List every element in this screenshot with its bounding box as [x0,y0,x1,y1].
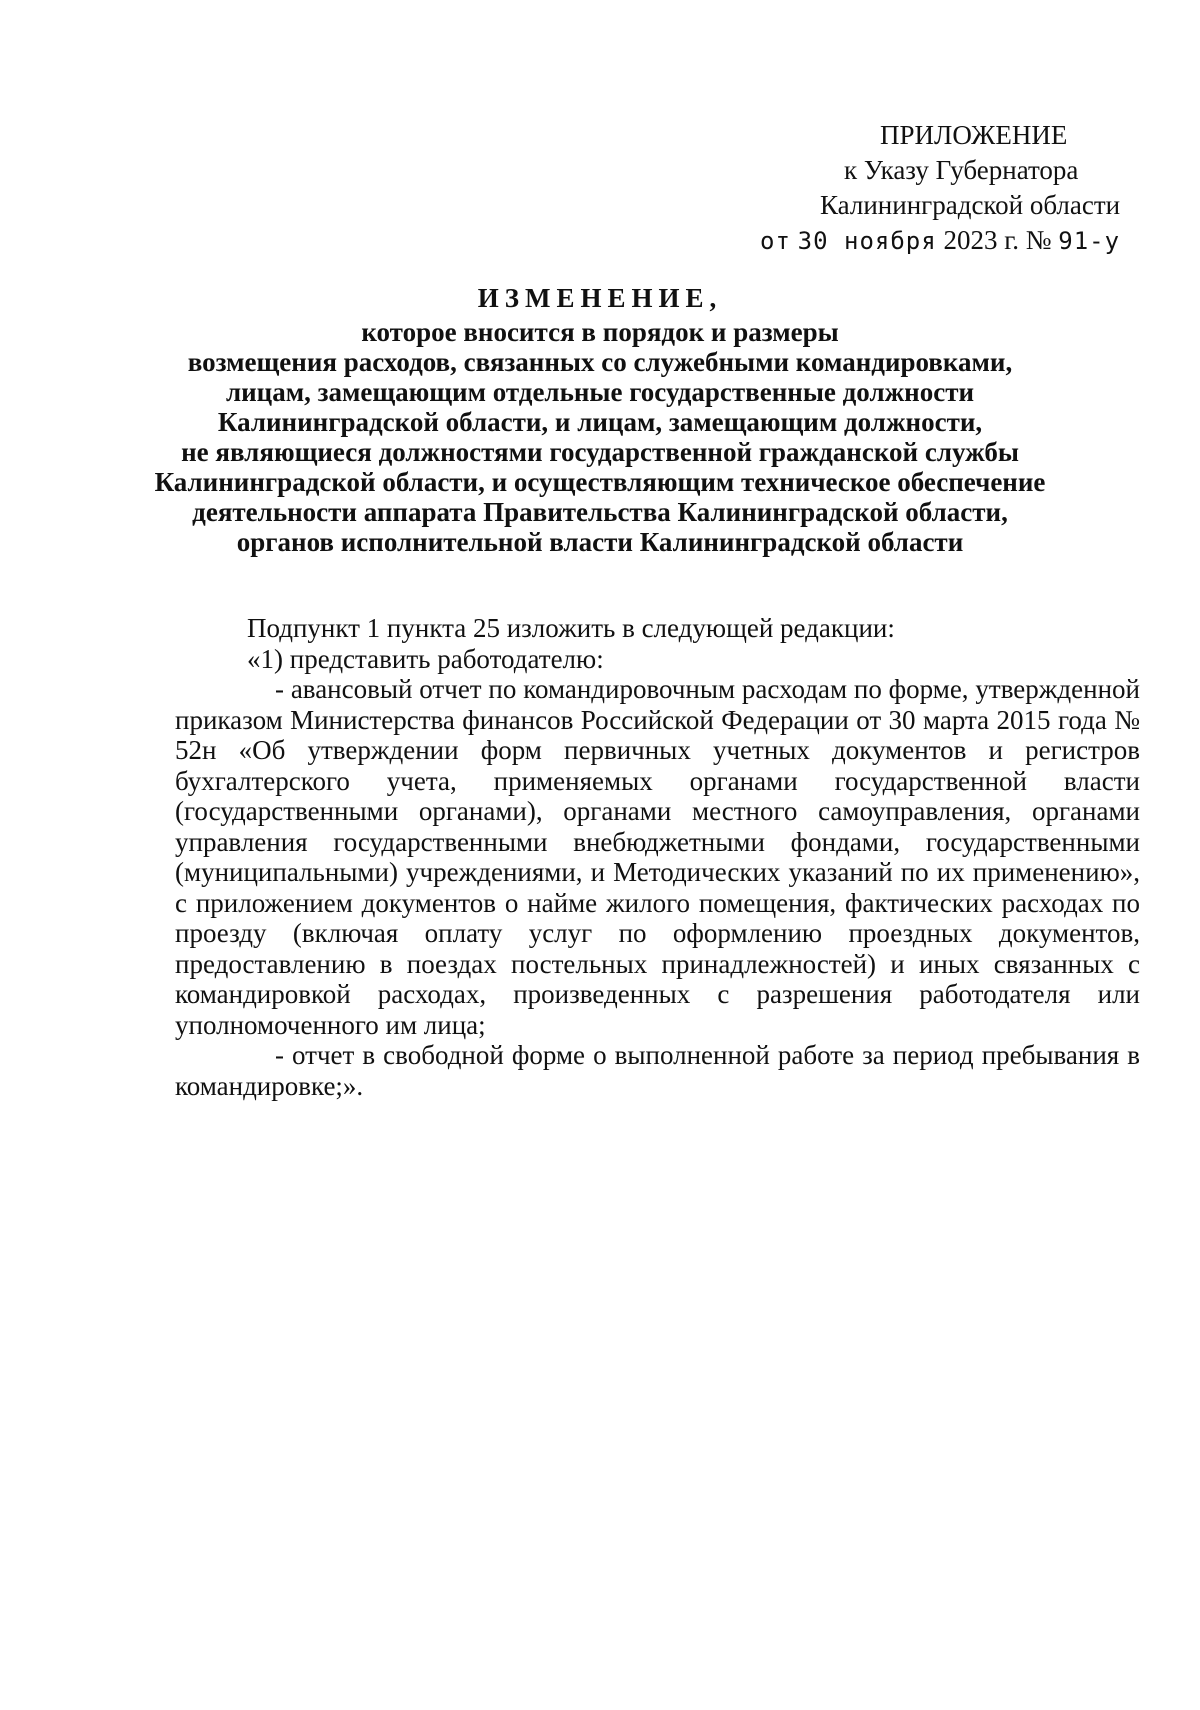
title-line: лицам, замещающим отдельные государственные должности [225,377,975,407]
appendix-region: Калининградской области [820,190,1121,220]
appendix-decree-ref: к Указу Губернатора [844,155,1079,185]
appendix-title: ПРИЛОЖЕНИЕ [880,120,1068,150]
title-line: не являющиеся должностями государственной гражданской службы [181,437,1019,467]
body-paragraph-intro: Подпункт 1 пункта 25 изложить в следующей редакции: [247,613,895,643]
appendix-date-line [760,223,1160,259]
body-paragraph-work-report: - отчет в свободной форме о выполненной работе за период пребывания в командировке;». [175,1040,1140,1101]
title-line: органов исполнительной власти Калининградской области [236,527,964,557]
title-line: деятельности аппарата Правительства Калининградской области, [192,497,1008,527]
document-body [175,613,1140,1101]
title-line: которое вносится в порядок и размеры [361,317,839,347]
date-prefix: от [760,227,791,255]
title-line: Калининградской области, и лицам, замещающим должности, [217,407,983,437]
decree-date: 30 ноября [797,227,937,255]
title-heading: ИЗМЕНЕНИЕ, [477,283,723,313]
document-title [0,283,1200,557]
title-line: возмещения расходов, связанных со служебными командировками, [187,347,1013,377]
decree-year: 2023 г. № [943,225,1052,255]
body-paragraph-advance-report: - авансовый отчет по командировочным расходам по форме, утвержденной приказом Министерства финансов Российской Федерации от 30 марта 2015 года № 52н «Об утверждении форм первичных учетных документов и регистров бухгалтерского учета, применяемых органами государственной власти (государственными органами), органами местного самоуправления, органами управления государственными внебюджетными фондами, государственными (муниципальными) учреждениями, и Методических указаний по их применению», с приложением документов о найме жилого помещения, фактических расходах по проезду (включая оплату услуг по оформлению проездных документов, предоставлению в поездах постельных принадлежностей) и иных связанных с командировкой расходах, произведенных с разрешения работодателя или уполномоченного им лица; [175,674,1140,1040]
appendix-header [760,118,1160,259]
body-paragraph-subitem: «1) представить работодателю: [247,643,604,674]
title-line: Калининградской области, и осуществляющим техническое обеспечение [154,467,1046,497]
decree-number: 91-у [1058,227,1121,255]
